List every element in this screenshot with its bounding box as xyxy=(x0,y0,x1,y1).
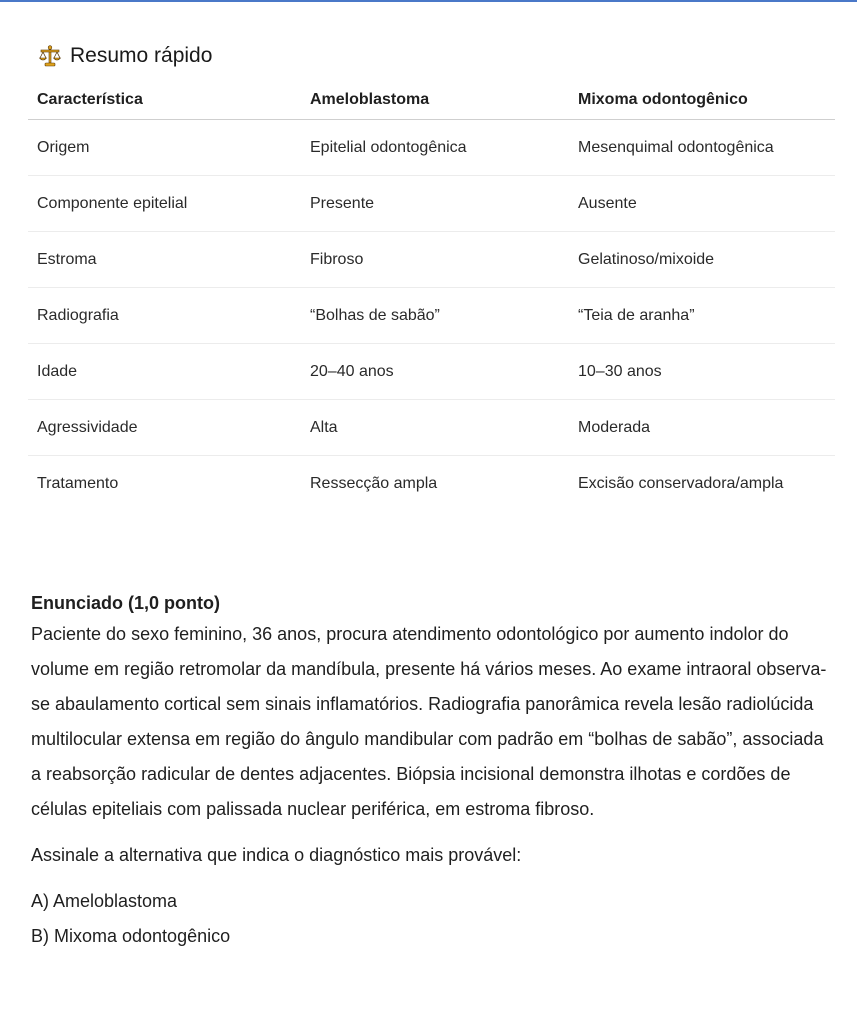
table-row xyxy=(28,288,835,344)
table-cell: “Teia de aranha” xyxy=(569,288,835,344)
table-row xyxy=(28,344,835,400)
header-ameloblastoma: Ameloblastoma xyxy=(301,80,569,120)
header-mixoma: Mixoma odontogênico xyxy=(569,80,835,120)
option-a: A) Ameloblastoma xyxy=(31,891,178,911)
table-row xyxy=(28,400,835,456)
question-body: Paciente do sexo feminino, 36 anos, procura atendimento odontológico por aumento indolor do volume em região retromolar da mandíbula, presente há vários meses. Ao exame intraoral observa-se abaulamento cortical sem sinais inflamatórios. Radiografia panorâmica revela lesão radiolúcida multilocular extensa em região do ângulo mandibular com padrão em “bolhas de sabão”, associada a reabsorção radicular de dentes adjacentes. Biópsia incisional demonstra ilhotas e cordões de células epiteliais com palissada nuclear periférica, em estroma fibroso. xyxy=(31,624,827,819)
scale-icon xyxy=(38,44,62,68)
table-row xyxy=(28,176,835,232)
table-cell: Moderada xyxy=(569,400,835,456)
summary-table xyxy=(28,80,835,511)
table-cell: Ressecção ampla xyxy=(310,474,438,492)
table-cell: Idade xyxy=(28,344,301,400)
table-row xyxy=(28,232,835,288)
table-cell: 10–30 anos xyxy=(569,344,835,400)
table-cell: Gelatinoso/mixoide xyxy=(569,232,835,288)
table-cell: Mesenquimal odontogênica xyxy=(569,120,835,176)
table-cell: 20–40 anos xyxy=(301,344,569,400)
table-cell: Ausente xyxy=(569,176,835,232)
table-cell: Agressividade xyxy=(28,400,301,456)
table-cell: Estroma xyxy=(28,232,301,288)
table-row xyxy=(28,456,835,512)
table-cell: Origem xyxy=(28,120,301,176)
section-title xyxy=(38,44,212,68)
table-cell: Tratamento xyxy=(37,474,119,492)
table-cell: Componente epitelial xyxy=(28,176,301,232)
option-b: B) Mixoma odontogênico xyxy=(31,926,231,946)
table-cell: Fibroso xyxy=(301,232,569,288)
question-prompt: Assinale a alternativa que indica o diagnóstico mais provável: xyxy=(31,845,522,865)
table-row xyxy=(28,120,835,176)
table-cell: Excisão conservadora/ampla xyxy=(578,474,784,492)
table-cell: “Bolhas de sabão” xyxy=(301,288,569,344)
header-caracteristica: Característica xyxy=(28,80,301,120)
answer-options xyxy=(31,884,831,954)
top-border xyxy=(0,0,857,2)
section-title-text: Resumo rápido xyxy=(70,44,213,67)
table-cell: Radiografia xyxy=(28,288,301,344)
question-heading: Enunciado (1,0 ponto) xyxy=(31,593,220,613)
table-cell: Epitelial odontogênica xyxy=(301,120,569,176)
question-block xyxy=(31,589,831,954)
table-cell: Presente xyxy=(301,176,569,232)
table-cell: Alta xyxy=(301,400,569,456)
table-header-row xyxy=(28,80,835,120)
